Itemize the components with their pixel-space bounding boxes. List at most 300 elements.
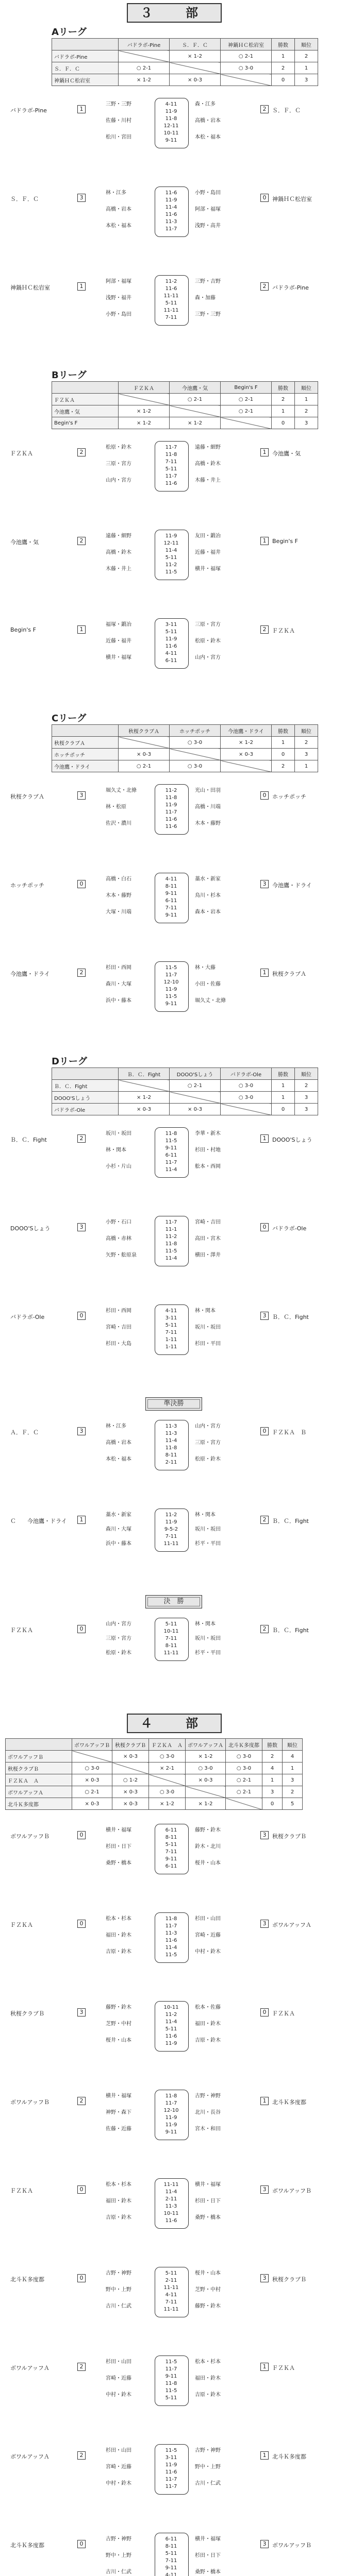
match-left-team: 今池鷹・ドライ	[10, 971, 50, 977]
set-score: 11-3	[165, 1431, 177, 1436]
standings-row	[6, 1762, 303, 1774]
standings-cell: × 0-3	[112, 1751, 149, 1762]
match-right-score: 1	[260, 2097, 269, 2105]
set-score: 5-11	[165, 1842, 177, 1848]
standings-header-cell: 勝数	[272, 382, 295, 394]
right-pair: 鈴木・北川	[195, 1844, 221, 1850]
set-score: 11-4	[165, 1945, 177, 1951]
match-block	[0, 782, 347, 870]
left-pair: 杉田・山田	[106, 2448, 131, 2453]
set-score: 6-11	[165, 1863, 177, 1869]
match-block	[0, 871, 347, 958]
set-score: 4-11	[165, 651, 177, 656]
set-score: 11-8	[165, 1445, 177, 1451]
match-right-score: 3	[260, 880, 269, 888]
match-left-team: 今池鷹・気	[10, 539, 39, 546]
match-block	[0, 1822, 347, 1909]
left-pair: 松本・杉本	[106, 1916, 131, 1922]
left-pair: 松本・杉本	[106, 2182, 131, 2188]
standings-cell: 1	[272, 1080, 295, 1092]
set-score: 11-2	[165, 1512, 177, 1518]
set-score: 11-8	[165, 2381, 177, 2386]
standings-header-cell: 神鍋ＨＣ松岩室	[221, 39, 272, 50]
set-score: 11-9	[165, 2041, 177, 2046]
standings-row	[6, 1798, 303, 1810]
right-pair: 吉原・鈴木	[195, 2392, 221, 2398]
set-score: 11-7	[165, 2477, 177, 2482]
left-pair: 横井・福塚	[106, 655, 131, 660]
standings-cell: × 0-3	[221, 749, 272, 760]
left-pair: 中村・鈴木	[106, 2481, 131, 2486]
set-score: 3-11	[165, 2455, 177, 2461]
set-score: 11-11	[163, 2182, 179, 2188]
standings-header-cell: Ｂ．Ｃ．Fight	[119, 1068, 170, 1080]
standings-cell: 3	[283, 1774, 303, 1786]
right-pair: 林・関本	[195, 1308, 216, 1314]
match-right-score: 1	[260, 1134, 269, 1143]
standings-cell	[221, 1104, 272, 1115]
set-score: 6-11	[165, 898, 177, 904]
set-score: 11-7	[165, 473, 177, 479]
standings-header-cell: 順位	[295, 725, 318, 737]
standings-cell: 1	[295, 394, 318, 405]
match-right-score: 1	[260, 537, 269, 545]
standings-header-cell: 北斗Ｋ多度都	[226, 1739, 262, 1751]
right-pair: 本松・福本	[195, 134, 221, 140]
set-score: 3-11	[165, 1315, 177, 1321]
match-right-score: 1	[260, 2451, 269, 2460]
standings-cell: ○ 3-0	[72, 1762, 112, 1774]
set-score: 11-7	[165, 2100, 177, 2106]
standings-cell: × 1-2	[170, 417, 221, 429]
set-score: 11-6	[165, 2469, 177, 2475]
right-pair: 友田・鍛冶	[195, 533, 221, 539]
match-right-team: ＦＺＫＡ Ｂ	[272, 1429, 306, 1436]
match-right-score: 2	[260, 282, 269, 291]
left-pair: 横井・福塚	[106, 1827, 131, 1833]
standings-row	[52, 737, 318, 749]
set-score: 9-11	[165, 2374, 177, 2379]
standings-cell	[221, 760, 272, 772]
match-right-team: 秋桜クラブＢ	[272, 1833, 306, 1840]
match-left-score: 2	[77, 2363, 86, 2371]
match-block	[0, 184, 347, 272]
left-pair: 福田・鈴木	[106, 2198, 131, 2204]
standings-cell: 2	[272, 394, 295, 405]
right-pair: 光山・田羽	[195, 788, 221, 793]
right-pair: 堀久丈・北條	[195, 998, 226, 1004]
standings-cell: × 1-2	[119, 1092, 170, 1104]
left-pair: 林・松原	[106, 804, 126, 810]
standings-cell: 3	[262, 1786, 283, 1798]
left-pair: 宮崎・近藤	[106, 2376, 131, 2381]
match-block	[0, 439, 347, 527]
standings-cell: × 1-2	[119, 74, 170, 86]
standings-cell: ○ 3-0	[226, 1762, 262, 1774]
set-score: 9-11	[165, 1145, 177, 1151]
standings-cell	[170, 405, 221, 417]
standings-cell: 2	[295, 1080, 318, 1092]
set-score: 11-9	[165, 533, 177, 539]
match-left-score: 3	[77, 1223, 86, 1231]
set-score: 5-11	[165, 2551, 177, 2556]
standings-cell	[119, 394, 170, 405]
match-right-team: ボワルアッフＢ	[272, 2542, 311, 2549]
standings-cell: 1	[272, 737, 295, 749]
standings-cell: ○ 3-0	[221, 1080, 272, 1092]
right-pair: 林・関本	[195, 1512, 216, 1518]
standings-cell: ○ 3-0	[221, 1092, 272, 1104]
league-title: Bリーグ	[52, 370, 87, 381]
left-pair: 山内・宮方	[106, 478, 131, 483]
match-right-score: 3	[260, 2540, 269, 2548]
left-pair: 佐藤・近藤	[106, 2126, 131, 2132]
right-pair: 森本・岩本	[195, 909, 221, 915]
set-score: 10-11	[163, 1629, 179, 1634]
set-score: 8-11	[165, 884, 177, 889]
match-left-team: ＦＺＫＡ	[10, 1627, 33, 1634]
standings-cell	[170, 1092, 221, 1104]
standings-table	[5, 1738, 303, 1810]
match-left-score: 2	[77, 969, 86, 977]
set-score: 11-5	[165, 1138, 177, 1144]
match-right-score: 2	[260, 105, 269, 113]
standings-cell	[221, 74, 272, 86]
standings-cell: × 1-2	[119, 405, 170, 417]
match-left-score: 0	[77, 2540, 86, 2548]
set-score: 5-11	[165, 629, 177, 635]
standings-cell: ○ 3-0	[221, 62, 272, 74]
division-title: ３ 部	[127, 3, 222, 23]
left-pair: 小野・島田	[106, 312, 131, 317]
set-score: 11-1	[165, 1227, 177, 1232]
set-score: 11-11	[163, 2285, 179, 2291]
right-pair: 高橋・川端	[195, 804, 221, 810]
standings-cell: × 1-2	[221, 737, 272, 749]
standings-cell: ○ 1-2	[112, 1774, 149, 1786]
right-pair: 木藤・井上	[195, 478, 221, 483]
match-block	[0, 2176, 347, 2264]
standings-cell: × 0-3	[112, 1786, 149, 1798]
right-pair: 高田・宮木	[195, 1236, 221, 1242]
set-score: 5-11	[165, 1621, 177, 1627]
right-pair: 木本・藤野	[195, 821, 221, 826]
match-right-team: 今池鷹・気	[272, 450, 301, 457]
standings-cell: ○ 3-0	[149, 1786, 186, 1798]
set-score: 11-4	[165, 1438, 177, 1444]
match-right-team: Ｂ．Ｃ．Fight	[272, 1314, 309, 1320]
left-pair: 高橋・赤林	[106, 1236, 131, 1242]
standings-cell: ○ 3-0	[186, 1762, 226, 1774]
standings-header-row	[6, 1739, 303, 1751]
match-right-score: 0	[260, 194, 269, 202]
standings-header-cell: 勝数	[272, 725, 295, 737]
match-left-score: 3	[77, 791, 86, 800]
standings-cell: 1	[295, 760, 318, 772]
left-pair: 古野・神野	[106, 2536, 131, 2542]
set-score: 7-11	[165, 315, 177, 320]
match-left-score: 2	[77, 2451, 86, 2460]
left-pair: 高橋・白石	[106, 876, 131, 882]
standings-table	[52, 724, 318, 772]
left-pair: 林・関本	[106, 1147, 126, 1153]
left-pair: 山内・宮方	[106, 1621, 131, 1627]
standings-cell: 1	[272, 405, 295, 417]
right-pair: 小野・島田	[195, 190, 221, 196]
set-score: 11-6	[165, 824, 177, 829]
set-score: 11-4	[165, 1167, 177, 1173]
standings-team-name: ＦＺＫＡ	[52, 394, 119, 405]
left-pair: 森川・大塚	[106, 1527, 131, 1532]
standings-cell: × 0-3	[170, 74, 221, 86]
standings-cell	[119, 50, 170, 62]
standings-cell	[186, 1786, 226, 1798]
left-pair: 三原・宮方	[106, 1636, 131, 1641]
standings-header-row	[52, 382, 318, 394]
match-right-team: ＦＺＫＡ	[272, 628, 295, 634]
set-score: 5-11	[165, 1323, 177, 1328]
match-left-score: 2	[77, 448, 86, 456]
right-pair: 坂川・坂田	[195, 1636, 221, 1641]
standings-team-name: ＦＺＫＡ Ａ	[6, 1774, 72, 1786]
right-pair: 阿部・福塚	[195, 207, 221, 212]
set-score: 11-7	[165, 2366, 177, 2372]
match-right-score: 1	[260, 448, 269, 456]
league-title: Aリーグ	[52, 27, 87, 38]
standings-cell	[119, 1080, 170, 1092]
left-pair: 藁水・新家	[106, 1512, 131, 1518]
standings-team-name: 秋桜クラブＢ	[6, 1762, 72, 1774]
set-score: 9-11	[165, 138, 177, 143]
left-pair: 吉原・鈴木	[106, 1949, 131, 1955]
set-score: 11-2	[165, 1234, 177, 1240]
set-score: 8-11	[165, 1452, 177, 1458]
set-score: 5-11	[165, 555, 177, 561]
match-right-team: ＦＺＫＡ	[272, 2365, 295, 2371]
left-pair: 高橋・鈴木	[106, 550, 131, 555]
standings-header-cell: 順位	[295, 1068, 318, 1080]
set-score: 11-9	[165, 2122, 177, 2128]
set-score: 11-11	[163, 308, 179, 313]
league-title: Dリーグ	[52, 1056, 87, 1067]
set-score: 9-11	[165, 2129, 177, 2135]
standings-header-cell: 順位	[295, 39, 318, 50]
match-left-team: ボワルアッフＡ	[10, 2365, 49, 2371]
left-pair: 三野・三野	[106, 101, 131, 107]
standings-header-cell: ボワルアッフＢ	[72, 1739, 112, 1751]
match-right-score: 3	[260, 1312, 269, 1320]
standings-team-name: 神鍋ＨＣ松岩室	[52, 74, 119, 86]
right-pair: 横田・澤井	[195, 1252, 221, 1258]
match-right-score: 3	[260, 1831, 269, 1839]
set-score: 11-7	[165, 2484, 177, 2489]
standings-cell: × 1-2	[186, 1798, 226, 1810]
right-pair: 古野・神野	[195, 2093, 221, 2099]
set-score: 11-6	[165, 643, 177, 649]
set-score: 11-7	[165, 445, 177, 450]
match-left-score: 1	[77, 105, 86, 113]
left-pair: 矢野・舩原泉	[106, 1252, 137, 1258]
left-pair: 浅野・福井	[106, 295, 131, 301]
standings-cell: × 0-3	[186, 1774, 226, 1786]
right-pair: 杉田・日下	[195, 2198, 221, 2204]
standings-cell: ○ 3-0	[226, 1751, 262, 1762]
match-left-score: 2	[77, 537, 86, 545]
left-pair: 坂川・坂田	[106, 1131, 131, 1137]
standings-cell: ○ 2-1	[226, 1774, 262, 1786]
set-score: 11-5	[165, 1952, 177, 1958]
set-score: 1-11	[165, 1337, 177, 1343]
set-score: 11-9	[165, 1519, 177, 1525]
right-pair: 森・加藤	[195, 295, 216, 301]
match-left-team: 北斗Ｋ多度都	[10, 2276, 44, 2283]
right-pair: 古川・仁武	[195, 2481, 221, 2486]
standings-header-cell	[52, 725, 119, 737]
left-pair: 高橋・岩本	[106, 1440, 131, 1446]
standings-cell: 1	[283, 1762, 303, 1774]
match-left-score: 3	[77, 2008, 86, 2016]
set-score: 11-5	[165, 2448, 177, 2453]
right-pair: 杉田・山田	[195, 1916, 221, 1922]
set-score: 4-11	[165, 2572, 177, 2576]
right-pair: 杉田・村地	[195, 1147, 221, 1153]
set-score: 8-11	[165, 2544, 177, 2549]
standings-header-cell: Ｓ．Ｆ．Ｃ	[170, 39, 221, 50]
division-title-4: ４ 部	[127, 1714, 222, 1733]
semifinal-heading: 準決勝	[145, 1397, 202, 1411]
right-pair: 三原・宮方	[195, 622, 221, 628]
standings-cell: 3	[295, 74, 318, 86]
match-right-score: 2	[260, 1516, 269, 1524]
set-score: 11-11	[163, 1541, 179, 1547]
right-pair: 杉田・平田	[195, 1341, 221, 1347]
standings-row	[52, 74, 318, 86]
right-pair: 北川・長谷	[195, 2110, 221, 2115]
standings-cell: 4	[283, 1751, 303, 1762]
standings-cell: × 0-3	[119, 1104, 170, 1115]
standings-cell: × 0-3	[112, 1798, 149, 1810]
standings-table	[52, 38, 318, 86]
match-right-team: バドラボ-Pine	[272, 284, 309, 291]
right-pair: 近藤・福井	[195, 550, 221, 555]
standings-cell: 3	[295, 1104, 318, 1115]
set-score: 11-7	[165, 1219, 177, 1225]
left-pair: 横井・福塚	[106, 2093, 131, 2099]
right-pair: 吉原・鈴木	[195, 2038, 221, 2043]
match-left-team: 秋桜クラブＢ	[10, 2010, 44, 2017]
standings-header-cell: 今池鷹・気	[170, 382, 221, 394]
right-pair: 宮崎・近藤	[195, 1933, 221, 1938]
right-pair: 福田・鈴木	[195, 2376, 221, 2381]
set-score: 11-7	[165, 1923, 177, 1929]
standings-cell: 2	[283, 1786, 303, 1798]
match-left-team: Ｃ 今池鷹・ドライ	[10, 1518, 67, 1524]
set-score: 10-11	[163, 2005, 179, 2010]
left-pair: 芝野・中村	[106, 2021, 131, 2027]
standings-header-cell: 順位	[283, 1739, 303, 1751]
right-pair: 林・大藤	[195, 965, 216, 971]
set-score: 3-11	[165, 622, 177, 628]
standings-cell: 3	[295, 749, 318, 760]
left-pair: 小野・石口	[106, 1219, 131, 1225]
left-pair: 古野・神野	[106, 2270, 131, 2276]
set-score: 11-8	[165, 452, 177, 457]
standings-row	[52, 760, 318, 772]
set-score: 11-4	[165, 2189, 177, 2195]
match-block	[0, 2088, 347, 2175]
match-left-score: 0	[77, 1312, 86, 1320]
standings-cell: ○ 2-1	[221, 50, 272, 62]
standings-cell	[72, 1751, 112, 1762]
left-pair: 野中・上野	[106, 2553, 131, 2558]
standings-row	[6, 1774, 303, 1786]
set-score: 12-11	[163, 540, 179, 546]
left-pair: 小杉・片山	[106, 1164, 131, 1170]
right-pair: 林・関本	[195, 1621, 216, 1627]
match-left-team: Ｂ．Ｃ．Fight	[10, 1137, 47, 1143]
standings-cell: 0	[272, 417, 295, 429]
match-left-score: 0	[77, 1920, 86, 1928]
standings-header-row	[52, 39, 318, 50]
set-score: 11-3	[165, 2204, 177, 2209]
standings-team-name: 秋桜クラブＡ	[52, 737, 119, 749]
set-score: 10-11	[163, 130, 179, 136]
right-pair: 浅野・高井	[195, 223, 221, 229]
standings-row	[52, 394, 318, 405]
right-pair: 藤野・鈴木	[195, 2303, 221, 2309]
standings-cell: × 0-3	[119, 749, 170, 760]
set-score: 11-6	[165, 212, 177, 217]
set-score: 9-11	[165, 2565, 177, 2571]
left-pair: 松原・鈴木	[106, 1650, 131, 1656]
match-right-team: 秋桜クラブＡ	[272, 971, 306, 977]
standings-row	[52, 405, 318, 417]
set-score: 11-11	[163, 293, 179, 299]
set-score: 11-4	[165, 1256, 177, 1261]
right-pair: 坂川・坂田	[195, 1527, 221, 1532]
standings-cell: 2	[295, 405, 318, 417]
right-pair: 山内・宮方	[195, 655, 221, 660]
match-right-team: ボワルアッフＢ	[272, 2188, 311, 2194]
match-left-score: 2	[77, 1134, 86, 1143]
standings-cell: × 1-2	[149, 1798, 186, 1810]
set-score: 12-10	[163, 2108, 179, 2113]
standings-cell: × 1-2	[119, 417, 170, 429]
match-left-score: 3	[77, 194, 86, 202]
match-block	[0, 1506, 347, 1594]
standings-row	[52, 50, 318, 62]
right-pair: 横井・福塚	[195, 2536, 221, 2542]
set-score: 11-7	[165, 972, 177, 978]
match-block	[0, 616, 347, 704]
set-score: 9-11	[165, 1001, 177, 1007]
set-score: 11-9	[165, 802, 177, 808]
set-score: 12-10	[163, 979, 179, 985]
left-pair: 浜中・藤本	[106, 1541, 131, 1547]
standings-header-row	[52, 1068, 318, 1080]
right-pair: 三野・三野	[195, 312, 221, 317]
match-right-score: 3	[260, 1920, 269, 1928]
set-score: 11-3	[165, 1930, 177, 1936]
left-pair: 野中・上野	[106, 2287, 131, 2293]
left-pair: 大塚・川端	[106, 909, 131, 915]
standings-header-cell: 勝数	[272, 39, 295, 50]
set-score: 11-8	[165, 1241, 177, 1247]
standings-team-name: バドラボ-Ole	[52, 1104, 119, 1115]
standings-table	[52, 1067, 318, 1115]
left-pair: 佐藤・川村	[106, 118, 131, 124]
left-pair: 吉原・鈴木	[106, 2215, 131, 2221]
